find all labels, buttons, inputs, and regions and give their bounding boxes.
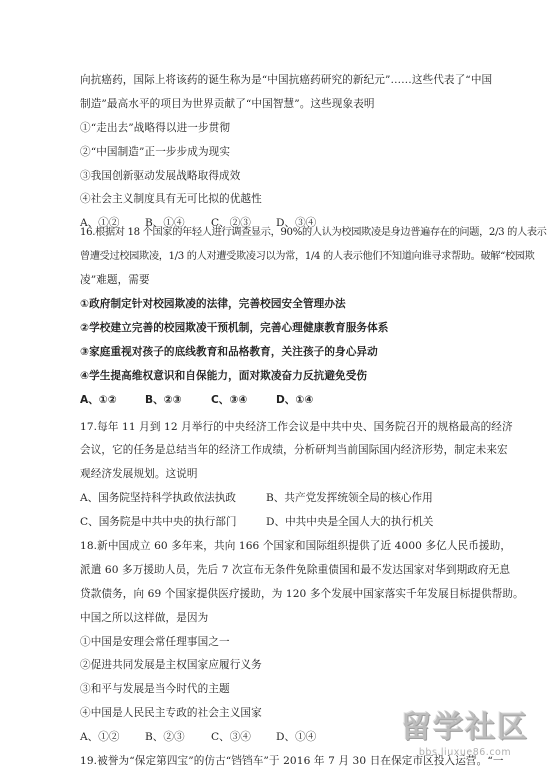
answer-option: B、②③ — [145, 394, 182, 406]
text-line: 制造”最高水平的项目为世界贡献了“中国智慧”。这些现象表明 — [80, 98, 375, 110]
statement-item: ①“走出去”战略得以进一步贯彻 — [80, 122, 231, 134]
answer-option: D、中共中央是全国人大的执行机关 — [266, 516, 434, 528]
statement-item: ④学生提高维权意识和自保能力，面对欺凌奋力反抗避免受伤 — [80, 370, 368, 382]
question-17-line: 观经济发展规划。这说明 — [80, 468, 198, 480]
answer-option: C、③④ — [211, 731, 251, 743]
question-18-line: 派遣 60 多万援助人员，先后 7 次宣布无条件免除重债国和最不发达国家对华到期政府无息 — [80, 564, 511, 576]
question-16-line: 凌”难题，需要 — [80, 274, 150, 286]
watermark-text: 留学社区 — [401, 710, 529, 745]
answer-option: B、共产党发挥统领全局的核心作用 — [266, 492, 433, 504]
statement-item: ④中国是人民民主专政的社会主义国家 — [80, 707, 262, 719]
answer-option: A、①② — [80, 731, 120, 743]
statement-item: ②学校建立完善的校园欺凌干预机制，完善心理健康教育服务体系 — [80, 322, 389, 334]
answer-option: C、③④ — [211, 394, 248, 406]
question-17-line: 会议，它的任务是总结当年的经济工作成绩，分析研判当前国际国内经济形势，制定未来宏 — [80, 444, 508, 456]
answer-option: C、国务院是中共中央的执行部门 — [80, 516, 237, 528]
answer-option: A、①② — [80, 217, 120, 229]
question-18-line: 中国之所以这样做，是因为 — [80, 612, 209, 624]
statement-item: ③家庭重视对孩子的底线教育和品格教育，关注孩子的身心异动 — [80, 346, 378, 358]
question-18-line: 18.新中国成立 60 多年来，共向 166 个国家和国际组织提供了近 4000 多亿人民币援助， — [80, 540, 512, 552]
question-16-line: 曾遭受过校园欺凌，1/3 的人对遭受欺凌习以为常，1/4 的人表示他们不知道向谁寻求帮助。破解“校园欺 — [80, 251, 535, 262]
question-18-line: 贷款债务，向 69 个国家提供医疗援助，为 120 多个发展中国家落实千年发展目标提供帮助。 — [80, 588, 524, 600]
answer-option: D、①④ — [276, 731, 317, 743]
answer-option: C、②③ — [211, 217, 251, 229]
question-17-line: 17.每年 11 月到 12 月举行的中央经济工作会议是中共中央、国务院召开的规格最高的经济 — [80, 421, 513, 433]
answer-option: B、②③ — [145, 731, 185, 743]
answer-option: A、①② — [80, 394, 117, 406]
watermark-logo — [390, 709, 540, 771]
statement-item: ①政府制定针对校园欺凌的法律，完善校园安全管理办法 — [80, 298, 346, 310]
answer-option: D、③④ — [276, 217, 317, 229]
answer-option: D、①④ — [276, 394, 314, 406]
answer-option: A、国务院坚持科学执政依法执政 — [80, 492, 236, 504]
watermark-url: bbs.liuxue86.com — [418, 747, 512, 758]
statement-item: ③和平与发展是当今时代的主题 — [80, 683, 230, 695]
question-19-line: 19.被誉为“保定第四宝”的仿古“铛铛车”于 2016 年 7 月 30 日在保定市区投入运营。“一 — [80, 755, 504, 767]
question-16-line: 16.根据对 18 个国家的年轻人进行调查显示，90%的人认为校园欺凌是身边普遍存在的问题，2/3 的人表示 — [80, 227, 547, 238]
statement-item: ④社会主义制度具有无可比拟的优越性 — [80, 193, 262, 205]
answer-option: B、①④ — [145, 217, 185, 229]
statement-item: ①中国是安理会常任理事国之一 — [80, 636, 230, 648]
statement-item: ③我国创新驱动发展战略取得成效 — [80, 170, 241, 182]
statement-item: ②促进共同发展是主权国家应履行义务 — [80, 659, 262, 671]
statement-item: ②“中国制造”正一步步成为现实 — [80, 146, 231, 158]
text-line: 向抗癌药，国际上将该药的诞生称为是“中国抗癌药研究的新纪元”……这些代表了“中国 — [80, 74, 493, 86]
